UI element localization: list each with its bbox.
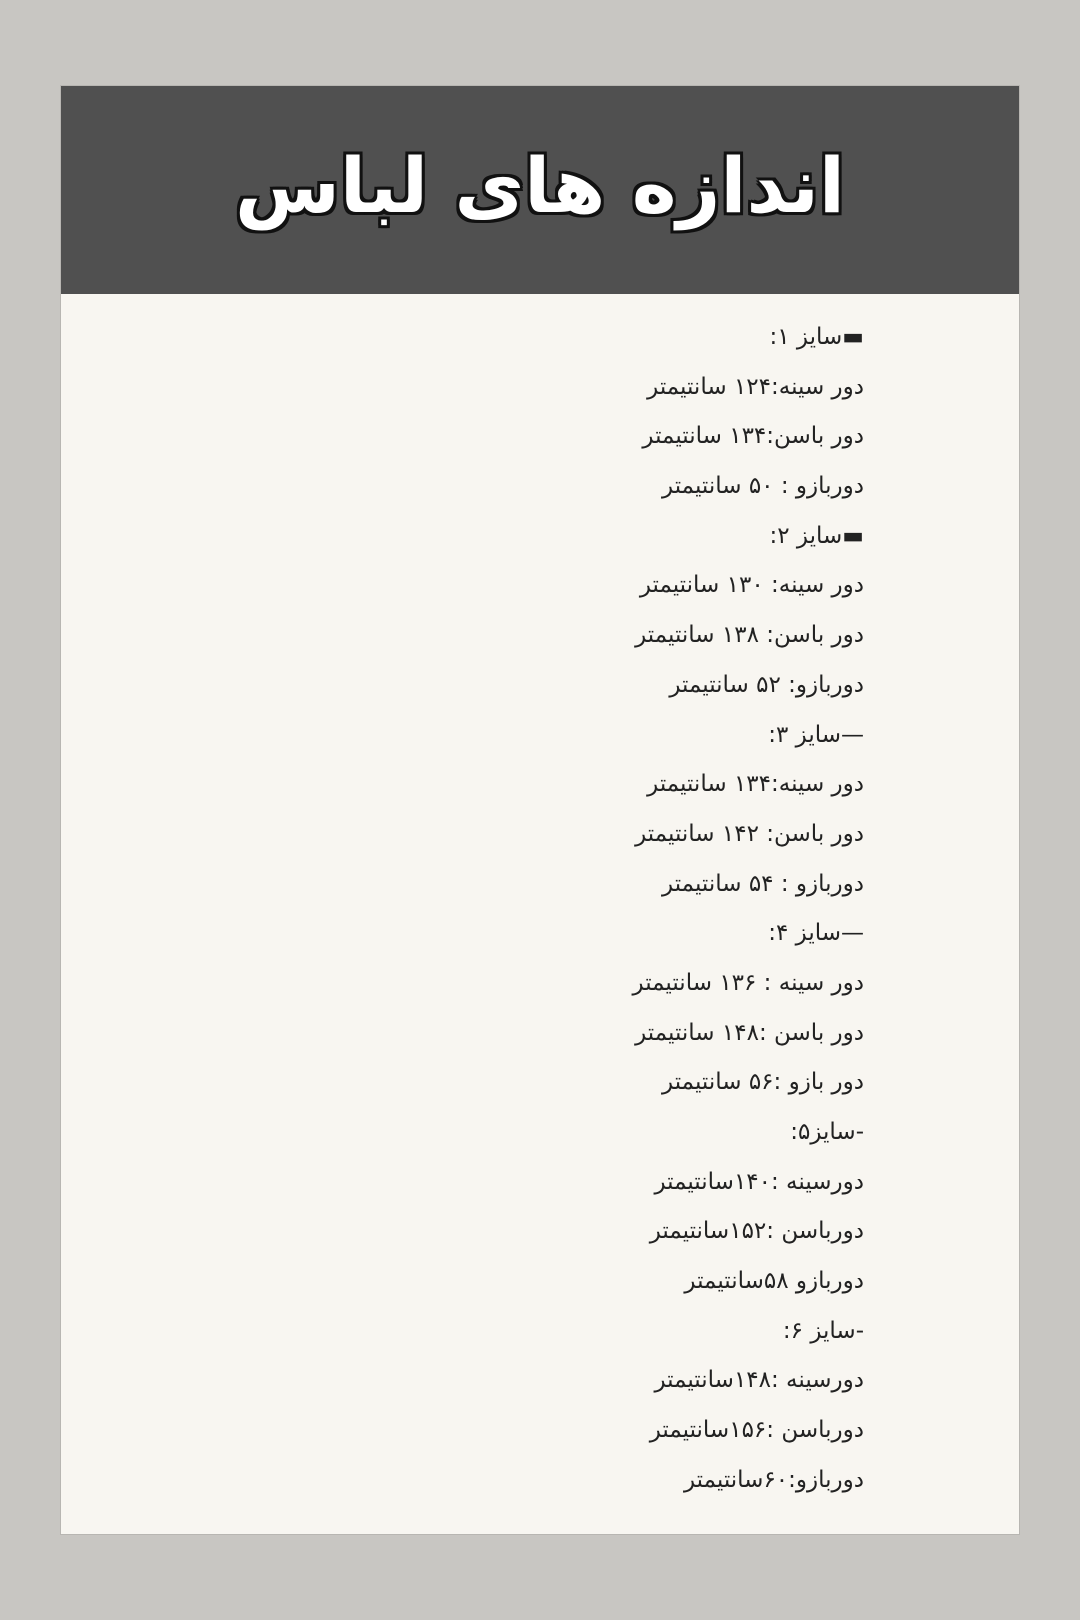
size-3-chest: دور سینه:۱۳۴ سانتیمتر [647, 771, 864, 798]
size-2-arm: دوربازو: ۵۲ سانتیمتر [669, 671, 864, 698]
size-1-arm: دوربازو : ۵۰ سانتیمتر [662, 473, 864, 500]
size-5-hip: دورباسن :۱۵۲سانتیمتر [649, 1218, 864, 1245]
page-title: اندازه های لباس [235, 140, 845, 230]
size-3-arm: دوربازو : ۵۴ سانتیمتر [662, 870, 864, 897]
size-2-chest: دور سینه: ۱۳۰ سانتیمتر [639, 572, 864, 599]
size-4-hip: دور باسن :۱۴۸ سانتیمتر [635, 1019, 864, 1046]
size-5-arm: دوربازو ۵۸سانتیمتر [684, 1268, 864, 1295]
title-banner [61, 86, 1019, 294]
size-3-hip: دور باسن: ۱۴۲ سانتیمتر [635, 820, 864, 847]
size-2-heading: ▬سایز ۲: [769, 522, 864, 549]
size-2-hip: دور باسن: ۱۳۸ سانتیمتر [635, 622, 864, 649]
size-4-heading: —سایز ۴: [768, 920, 864, 947]
size-list [633, 318, 865, 1511]
size-chart-card [60, 85, 1020, 1535]
size-1-hip: دور باسن:۱۳۴ سانتیمتر [642, 423, 864, 450]
size-5-chest: دورسینه :۱۴۰سانتیمتر [654, 1168, 864, 1195]
size-6-hip: دورباسن :۱۵۶سانتیمتر [649, 1417, 864, 1444]
size-4-chest: دور سینه : ۱۳۶ سانتیمتر [632, 969, 864, 996]
size-6-arm: دوربازو:۶۰سانتیمتر [683, 1466, 864, 1493]
size-1-heading: ▬سایز ۱: [769, 324, 864, 350]
size-1-chest: دور سینه:۱۲۴ سانتیمتر [647, 373, 864, 400]
size-5-heading: -سایز۵: [790, 1119, 864, 1145]
size-4-arm: دور بازو :۵۶ سانتیمتر [662, 1069, 864, 1096]
size-6-heading: -سایز ۶: [782, 1317, 864, 1344]
size-3-heading: —سایز ۳: [768, 721, 864, 748]
size-6-chest: دورسینه :۱۴۸سانتیمتر [654, 1367, 864, 1394]
